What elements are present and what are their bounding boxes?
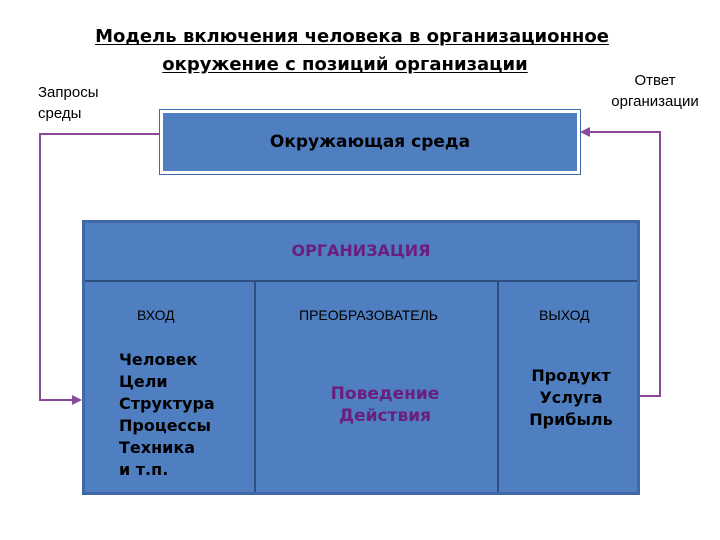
input-item: Структура xyxy=(119,394,215,413)
input-item: и т.п. xyxy=(119,460,169,479)
input-item: Техника xyxy=(119,438,196,457)
input-item: Процессы xyxy=(119,416,211,435)
right-label-line-1: Ответ xyxy=(634,72,676,89)
output-item: Продукт xyxy=(531,366,611,385)
output-item: Услуга xyxy=(539,388,603,407)
transformer-header: ПРЕОБРАЗОВАТЕЛЬ xyxy=(299,307,438,323)
title-line-1: Модель включения человека в организационное xyxy=(95,26,609,47)
left-label-line-1: Запросы xyxy=(38,84,99,101)
response-arrow xyxy=(582,132,660,396)
transformer-item: Поведение xyxy=(330,384,440,404)
transformer-item: Действия xyxy=(338,406,432,426)
right-label-line-2: организации xyxy=(611,93,699,110)
title-line-2: окружение с позиций организации xyxy=(162,54,528,75)
input-item: Цели xyxy=(119,372,168,391)
input-header: ВХОД xyxy=(137,307,175,323)
environment-label: Окружающая среда xyxy=(269,132,471,152)
output-item: Прибыль xyxy=(529,410,613,429)
organization-title: ОРГАНИЗАЦИЯ xyxy=(291,241,431,260)
left-label-line-2: среды xyxy=(38,105,82,122)
output-header: ВЫХОД xyxy=(539,307,590,323)
input-item: Человек xyxy=(119,350,198,369)
requests-arrow xyxy=(40,134,160,400)
